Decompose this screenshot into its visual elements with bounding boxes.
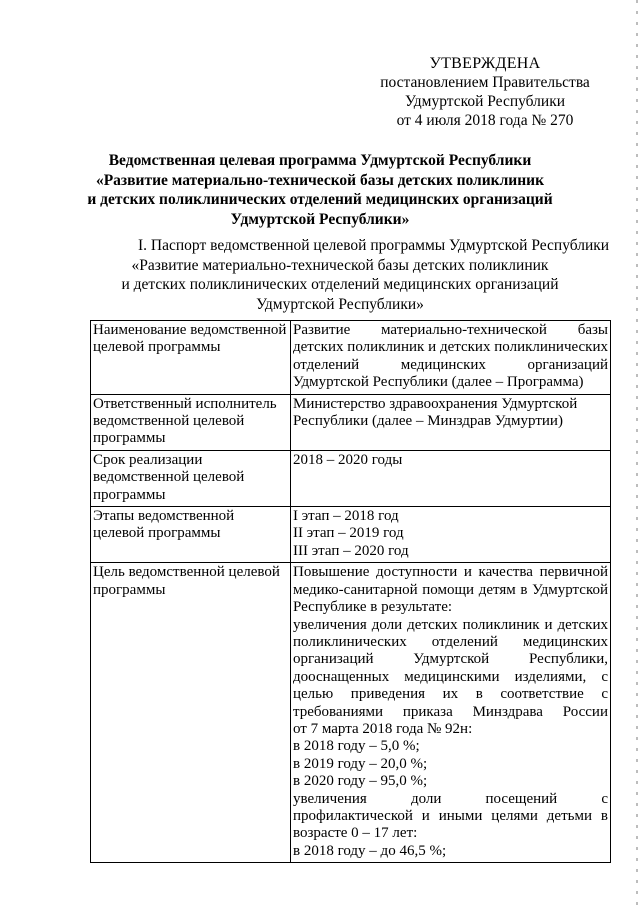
passport-heading-line: Удмуртской Республики» xyxy=(256,295,424,313)
row-label-cell xyxy=(91,394,291,450)
label-line: ведомственной целевой xyxy=(93,469,245,486)
approval-block xyxy=(360,54,610,130)
value-line: I этап – 2018 год xyxy=(293,508,399,525)
approval-heading: УТВЕРЖДЕНА xyxy=(429,55,541,72)
passport-heading-line: и детских поликлинических отделений медицинских организаций xyxy=(121,276,559,293)
table-row xyxy=(91,321,611,395)
passport-heading xyxy=(70,236,610,314)
value-line: 2018 – 2020 годы xyxy=(293,451,403,468)
value-line: требованиями приказа Минздрава России xyxy=(293,703,608,720)
approval-line: от 4 июля 2018 года № 270 xyxy=(396,112,574,129)
value-line: дооснащенных медицинскими изделиями, с xyxy=(293,668,608,685)
table-row xyxy=(91,507,611,563)
row-value-cell xyxy=(291,563,611,863)
program-title-line: «Развитие материально-технической базы детских поликлиник xyxy=(95,171,545,189)
label-line: Ответственный исполнитель xyxy=(93,395,277,412)
value-line: детских поликлиник и детских поликлинических xyxy=(293,339,608,356)
program-title-line: Удмуртской Республики» xyxy=(230,210,410,228)
passport-heading-line: «Развитие материально-технической базы детских поликлиник xyxy=(131,256,549,274)
label-line: Этапы ведомственной xyxy=(93,508,235,525)
value-line: увеличения доли посещений с xyxy=(293,790,608,807)
row-value-cell xyxy=(291,394,611,450)
row-value-cell xyxy=(291,321,611,395)
table-row xyxy=(91,394,611,450)
row-label-cell xyxy=(91,507,291,563)
value-line: II этап – 2019 год xyxy=(293,525,404,542)
label-line: программы xyxy=(93,486,166,503)
program-title xyxy=(40,151,600,229)
value-line: в 2020 году – 95,0 %; xyxy=(293,773,428,790)
value-line: Республике в результате: xyxy=(293,599,453,616)
value-line: поликлинических отделений медицинских xyxy=(293,633,608,650)
scan-edge xyxy=(636,0,638,905)
label-line: целевой программы xyxy=(93,339,221,356)
row-value-cell xyxy=(291,507,611,563)
program-title-line: и детских поликлинических отделений медицинских организаций xyxy=(87,191,553,208)
value-line: возрасте 0 – 17 лет: xyxy=(293,825,418,842)
value-line: III этап – 2020 год xyxy=(293,542,409,559)
value-line: Повышение доступности и качества первичной xyxy=(293,564,608,581)
value-line: в 2018 году – до 46,5 %; xyxy=(293,842,447,859)
label-line: Цель ведомственной целевой xyxy=(93,564,280,581)
value-line: Удмуртской Республики (далее – Программа) xyxy=(293,374,584,391)
value-line: профилактической и иными целями детьми в xyxy=(293,807,608,824)
row-label-cell xyxy=(91,321,291,395)
value-line: отделений медицинских организаций xyxy=(293,356,608,373)
table-row xyxy=(91,563,611,863)
label-line: ведомственной целевой xyxy=(93,413,245,430)
passport-heading-line: I. Паспорт ведомственной целевой программы Удмуртской Республики xyxy=(138,237,610,254)
value-line: Республики (далее – Минздрав Удмуртии) xyxy=(293,413,563,430)
program-title-line: Ведомственная целевая программа Удмуртской Республики xyxy=(108,152,532,169)
value-line: увеличения доли детских поликлиник и детских xyxy=(293,616,608,633)
label-line: целевой программы xyxy=(93,525,221,542)
label-line: Наименование ведомственной xyxy=(93,322,287,338)
label-line: программы xyxy=(93,581,166,598)
label-line: Срок реализации xyxy=(93,451,203,468)
approval-line: Удмуртской Республики xyxy=(404,93,566,110)
row-value-cell xyxy=(291,450,611,506)
approval-line: постановлением Правительства xyxy=(380,74,590,91)
row-label-cell xyxy=(91,563,291,863)
row-label-cell xyxy=(91,450,291,506)
value-line: организаций Удмуртской Республики, xyxy=(293,651,608,668)
value-line: в 2019 году – 20,0 %; xyxy=(293,755,428,772)
passport-table xyxy=(90,320,611,863)
value-line: от 7 марта 2018 года № 92н: xyxy=(293,720,473,737)
value-line: целью приведения их в соответствие с xyxy=(293,686,608,703)
value-line: в 2018 году – 5,0 %; xyxy=(293,738,420,755)
label-line: программы xyxy=(93,430,166,447)
value-line: Министерство здравоохранения Удмуртской xyxy=(293,395,578,412)
value-line: медико-санитарной помощи детям в Удмуртской xyxy=(293,581,608,598)
table-row xyxy=(91,450,611,506)
value-line: Развитие материально-технической базы xyxy=(293,322,608,338)
